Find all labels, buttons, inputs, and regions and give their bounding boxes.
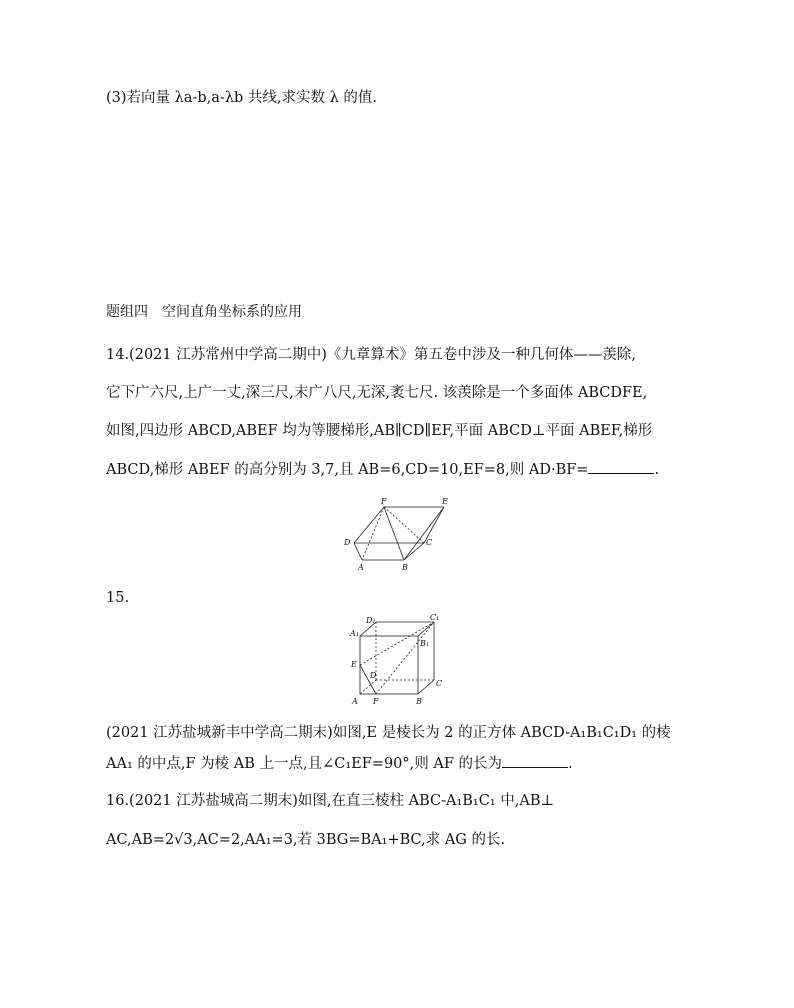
q15-number: 15. [106, 590, 130, 606]
edge-FC-dashed [384, 507, 424, 543]
label-D: D [344, 538, 351, 547]
label-E: E [442, 497, 448, 506]
q14-line-4-end: . [654, 462, 660, 478]
label-D1: D₁ [366, 616, 376, 625]
q15-line-2 [106, 753, 573, 774]
edge-FD [354, 507, 384, 543]
figure-14-polyhedron [340, 495, 460, 573]
edge-FB [384, 507, 404, 560]
question-3: (3)若向量 λa-b,a-λb 共线,求实数 λ 的值. [106, 90, 378, 106]
q14-line-4-text: ABCD,梯形 ABEF 的高分别为 3,7,且 AB=6,CD=10,EF=8,则 AD·BF= [106, 462, 589, 478]
section-heading: 题组四 空间直角坐标系的应用 [106, 304, 302, 320]
label-F: F [373, 697, 379, 706]
edge-CB [404, 543, 424, 560]
label-C: C [426, 538, 433, 547]
label-B: B [416, 697, 422, 706]
edge-FA-dashed [362, 507, 384, 560]
edge-DA [354, 543, 362, 560]
edge-B1C1 [418, 622, 434, 636]
label-A1: A₁ [350, 629, 359, 638]
q16-line-1: 16.(2021 江苏盐城高二期末)如图,在直三棱柱 ABC-A₁B₁C₁ 中,AB⊥ [106, 793, 555, 809]
label-F: F [381, 497, 387, 506]
label-A: A [358, 563, 364, 572]
label-B: B [402, 563, 408, 572]
cube-front-face [360, 636, 418, 694]
q14-line-2: 它下广六尺,上广一丈,深三尺,末广八尺,无深,袤七尺. 该羡除是一个多面体 ABCDFE, [106, 385, 648, 401]
segment-FC1-dashed [376, 622, 434, 694]
edge-AD-dashed [360, 680, 376, 694]
figure-15-cube [346, 614, 446, 710]
q15-line-1: (2021 江苏盐城新丰中学高二期末)如图,E 是棱长为 2 的正方体 ABCD-A₁B₁C₁D₁ 的棱 [106, 725, 671, 741]
label-B1: B₁ [420, 639, 430, 648]
answer-blank-14[interactable] [588, 459, 654, 474]
q14-line-4 [106, 459, 659, 480]
edge-BC [418, 680, 434, 694]
label-C1: C₁ [430, 614, 440, 622]
edge-EB [404, 507, 444, 560]
label-D: D [370, 671, 377, 680]
q16-line-2: AC,AB=2√3,AC=2,AA₁=3,若 3BG=BA₁+BC,求 AG 的长. [106, 832, 506, 848]
q15-line-2-end: . [568, 756, 573, 772]
label-C: C [436, 679, 443, 688]
q15-line-2-text: AA₁ 的中点,F 为棱 AB 上一点,且∠C₁EF=90°,则 AF 的长为 [106, 756, 503, 772]
q14-line-1: 14.(2021 江苏常州中学高二期中)《九章算术》第五卷中涉及一种几何体——羡除, [106, 347, 636, 363]
answer-blank-15[interactable] [502, 753, 568, 768]
q14-line-3: 如图,四边形 ABCD,ABEF 均为等腰梯形,AB∥CD∥EF,平面 ABCD⊥平面 ABEF,梯形 [106, 423, 653, 439]
label-A: A [352, 697, 358, 706]
label-E: E [351, 660, 357, 669]
